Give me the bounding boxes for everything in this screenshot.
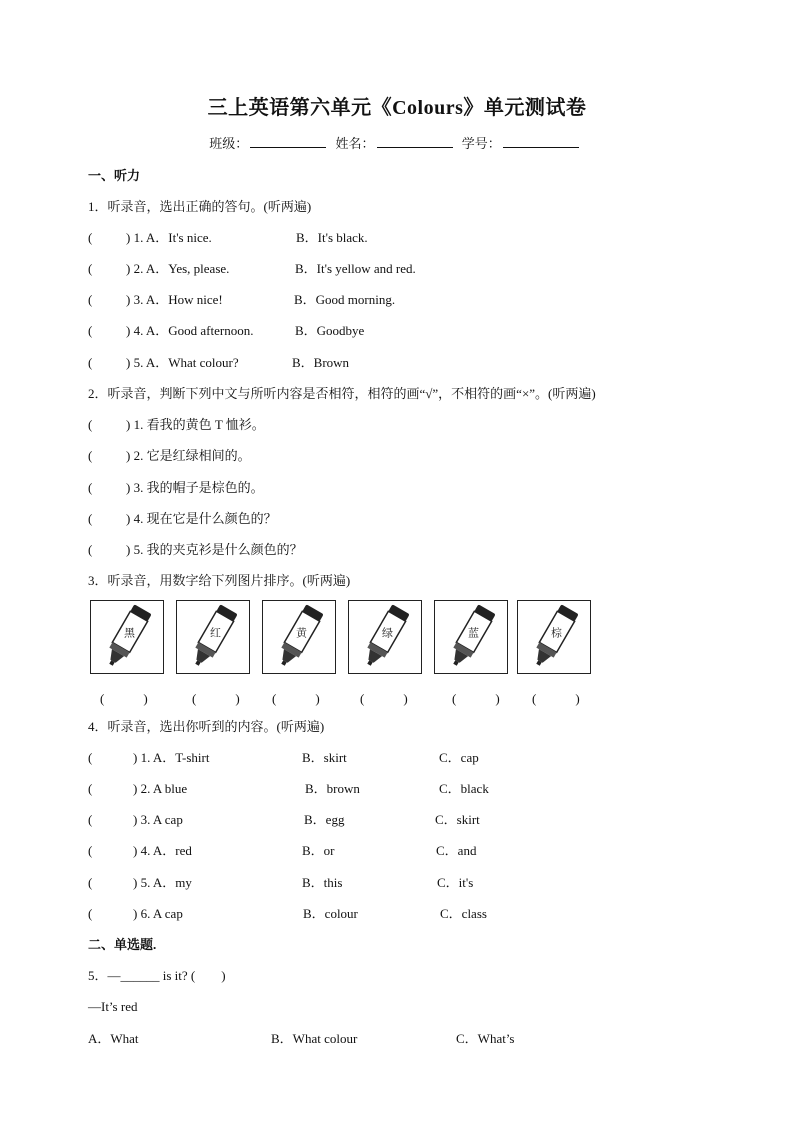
marker-picture-6 bbox=[517, 600, 591, 674]
marker-label: 棕 bbox=[551, 626, 562, 640]
answer-paren-6[interactable]: ( ) bbox=[532, 691, 580, 706]
q4-item-6-b: B．colour bbox=[303, 906, 358, 921]
marker-picture-2 bbox=[176, 600, 250, 674]
q4-item-3-c: C．skirt bbox=[435, 812, 480, 827]
q4-item-4-b: B．or bbox=[302, 843, 335, 858]
marker-picture-5 bbox=[434, 600, 508, 674]
q4-item-1-a: ) 1. A．T-shirt bbox=[133, 750, 210, 765]
q4-open-paren: ( bbox=[88, 906, 93, 921]
q4-item-3-a: ) 3. A cap bbox=[133, 812, 183, 827]
q4-item-5-b: B．this bbox=[302, 875, 343, 890]
q1-item-2-b: B．It's yellow and red. bbox=[295, 261, 416, 276]
q5-answer-line: —It’s red bbox=[88, 999, 138, 1014]
q4-open-paren: ( bbox=[88, 781, 93, 796]
answer-paren-5[interactable]: ( ) bbox=[452, 691, 500, 706]
answer-paren-2[interactable]: ( ) bbox=[192, 691, 240, 706]
number-blank[interactable] bbox=[503, 136, 579, 148]
q4-item-5-c: C．it's bbox=[437, 875, 474, 890]
answer-paren-3[interactable]: ( ) bbox=[272, 691, 320, 706]
q4-prompt: 4．听录音，选出你听到的内容。(听两遍) bbox=[88, 719, 325, 734]
q5-option-a[interactable]: A．What bbox=[88, 1031, 139, 1046]
q2-open-paren: ( bbox=[88, 448, 93, 463]
q1-open-paren: ( bbox=[88, 292, 93, 307]
marker-label: 红 bbox=[210, 626, 221, 640]
q1-item-3: ) 3. A．How nice! bbox=[126, 292, 223, 307]
q1-item-5: ) 5. A．What colour? bbox=[126, 355, 239, 370]
q2-item-4: ) 4. 现在它是什么颜色的？ bbox=[126, 511, 277, 526]
q1-item-4: ) 4. A．Good afternoon. bbox=[126, 323, 254, 338]
q1-open-paren: ( bbox=[88, 355, 93, 370]
q1-item-1: ) 1. A．It's nice. bbox=[126, 230, 212, 245]
name-blank[interactable] bbox=[377, 136, 453, 148]
q4-item-4-c: C．and bbox=[436, 843, 477, 858]
class-blank[interactable] bbox=[250, 136, 326, 148]
q2-open-paren: ( bbox=[88, 511, 93, 526]
marker-picture-4 bbox=[348, 600, 422, 674]
q1-open-paren: ( bbox=[88, 323, 93, 338]
q2-item-1: ) 1. 看我的黄色 T 恤衫。 bbox=[126, 417, 265, 432]
q1-item-3-b: B．Good morning. bbox=[294, 292, 396, 307]
marker-label: 黄 bbox=[296, 626, 307, 640]
q4-item-2-b: B．brown bbox=[305, 781, 360, 796]
number-label: 学号： bbox=[461, 136, 501, 151]
q4-item-1-b: B．skirt bbox=[302, 750, 347, 765]
section-listening-heading: 一、听力 bbox=[88, 168, 141, 183]
q2-open-paren: ( bbox=[88, 480, 93, 495]
page-title: 三上英语第六单元《Colours》单元测试卷 bbox=[207, 97, 587, 119]
class-label: 班级： bbox=[209, 136, 249, 151]
q2-item-5: ) 5. 我的夹克衫是什么颜色的？ bbox=[126, 542, 303, 557]
q4-item-5-a: ) 5. A．my bbox=[133, 875, 192, 890]
q1-item-4-b: B．Goodbye bbox=[295, 323, 365, 338]
q2-open-paren: ( bbox=[88, 417, 93, 432]
section-single-choice-heading: 二、单选题. bbox=[88, 937, 157, 952]
marker-label: 蓝 bbox=[468, 626, 479, 640]
q3-prompt: 3．听录音，用数字给下列图片排序。(听两遍) bbox=[88, 573, 351, 588]
student-info-line bbox=[0, 136, 794, 152]
answer-paren-1[interactable]: ( ) bbox=[100, 691, 148, 706]
q1-open-paren: ( bbox=[88, 230, 93, 245]
answer-paren-4[interactable]: ( ) bbox=[360, 691, 408, 706]
q1-prompt: 1．听录音，选出正确的答句。(听两遍) bbox=[88, 199, 312, 214]
q1-item-1-b: B．It's black. bbox=[296, 230, 368, 245]
q4-item-2-c: C．black bbox=[439, 781, 489, 796]
q4-open-paren: ( bbox=[88, 843, 93, 858]
q4-open-paren: ( bbox=[88, 812, 93, 827]
q4-item-6-a: ) 6. A cap bbox=[133, 906, 183, 921]
q5-option-c[interactable]: C．What’s bbox=[456, 1031, 515, 1046]
q1-item-5-b: B．Brown bbox=[292, 355, 350, 370]
q2-item-3: ) 3. 我的帽子是棕色的。 bbox=[126, 480, 264, 495]
marker-label: 绿 bbox=[382, 626, 393, 640]
q5-option-b[interactable]: B．What colour bbox=[271, 1031, 358, 1046]
marker-picture-3 bbox=[262, 600, 336, 674]
q4-open-paren: ( bbox=[88, 750, 93, 765]
marker-picture-1 bbox=[90, 600, 164, 674]
q4-item-1-c: C．cap bbox=[439, 750, 479, 765]
q4-open-paren: ( bbox=[88, 875, 93, 890]
name-label: 姓名： bbox=[335, 136, 375, 151]
q4-item-6-c: C．class bbox=[440, 906, 487, 921]
q5-prompt: 5．—______ is it? ( ) bbox=[88, 968, 226, 983]
q4-item-4-a: ) 4. A．red bbox=[133, 843, 192, 858]
q4-item-3-b: B．egg bbox=[304, 812, 345, 827]
q2-prompt: 2．听录音，判断下列中文与所听内容是否相符，相符的画“√”，不相符的画“×”。(听两遍) bbox=[88, 386, 596, 401]
q1-open-paren: ( bbox=[88, 261, 93, 276]
q1-item-2: ) 2. A．Yes, please. bbox=[126, 261, 230, 276]
marker-label: 黑 bbox=[124, 626, 135, 640]
q2-open-paren: ( bbox=[88, 542, 93, 557]
q4-item-2-a: ) 2. A blue bbox=[133, 781, 188, 796]
q2-item-2: ) 2. 它是红绿相间的。 bbox=[126, 448, 251, 463]
